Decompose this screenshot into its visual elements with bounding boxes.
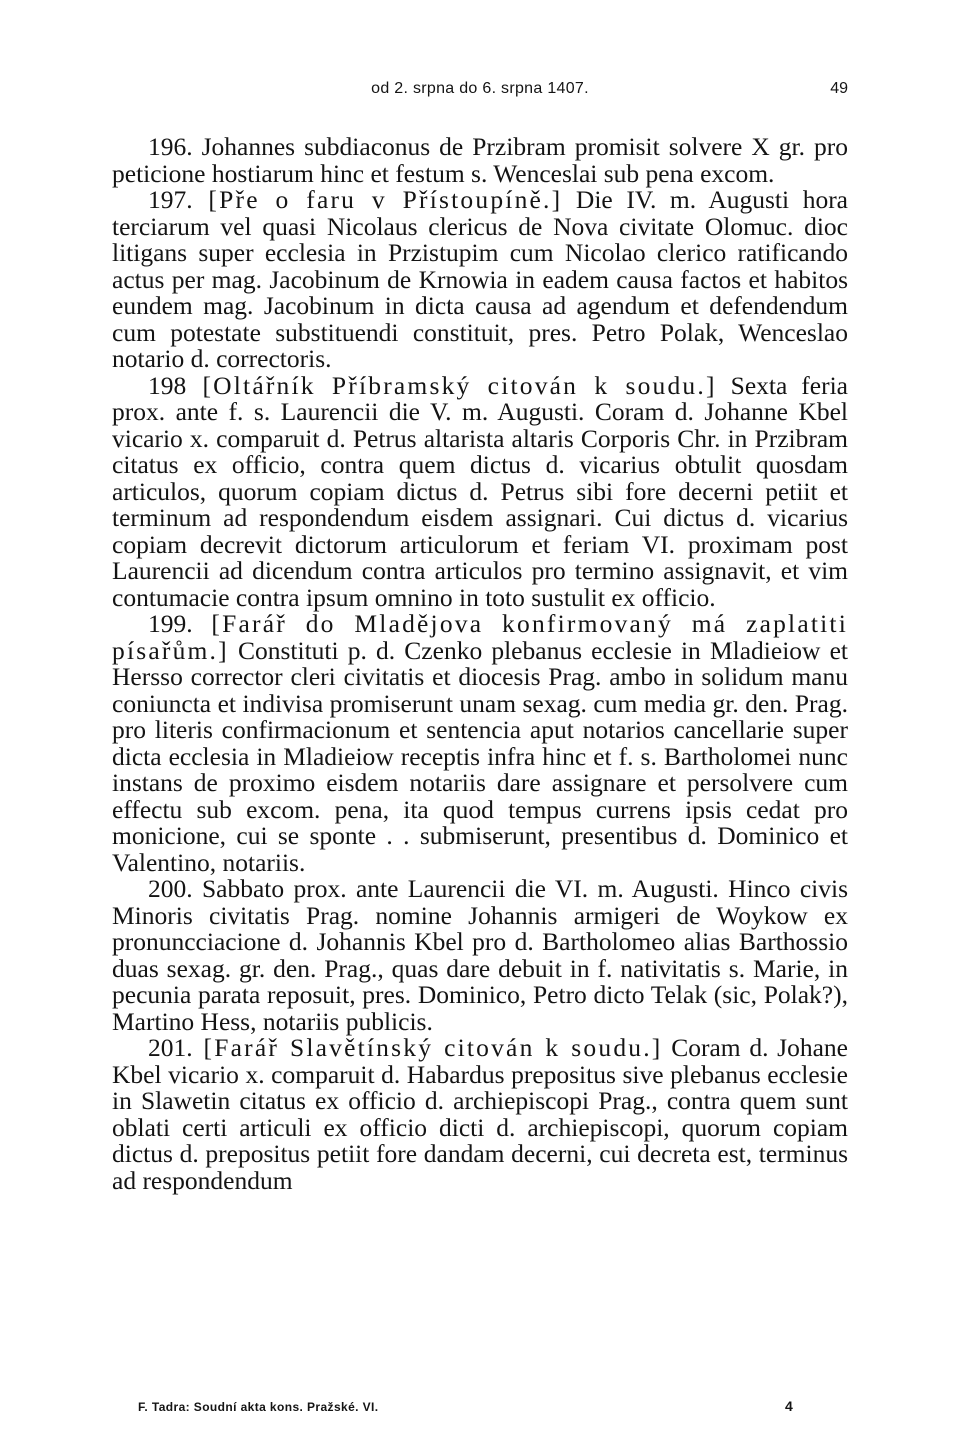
entry-number: 201. [148, 1033, 193, 1062]
page-number: 49 [830, 80, 848, 97]
entry-number: 200. [148, 874, 193, 903]
signature-mark: 4 [785, 1398, 793, 1414]
page-footer [112, 1398, 848, 1420]
entry-heading: [Farář do Mladějova konfirmovaný má zaplatiti písařům.] [112, 609, 848, 665]
entry-text: Sabbato prox. ante Laurencii die VI. m. Augusti. Hinco civis Minoris civitatis Prag. nomine Johannis armigeri de Woykow ex pronuncciacione d. Johannis Kbel pro d. Bartholomeo alias Barthossio duas sexag. gr. den. Prag., quas dare debuit in f. nativitatis s. Marie, in pecunia parata reposuit, pres. Dominico, Petro dicto Telak (sic, Polak?), Martino Hess, notariis publicis. [112, 874, 848, 1036]
entry-number: 199. [148, 609, 193, 638]
entry-number: 198 [148, 370, 187, 400]
footer-reference: F. Tadra: Soudní akta kons. Pražské. VI. [138, 1400, 379, 1414]
entry-heading: [Oltářník Příbramský citován k soudu.] [186, 370, 717, 400]
entry-heading: [Pře o faru v Přístoupíně.] [192, 185, 563, 214]
entry-text: Johannes subdiaconus de Przibram promisit solvere X gr. pro peticione hostiarum hinc et festum s. Wenceslai sub pena excom. [112, 132, 848, 188]
entry-number: 196. [148, 132, 193, 161]
entry-197 [112, 187, 848, 373]
entry-199 [112, 611, 848, 876]
entry-200 [112, 876, 848, 1035]
entry-196 [112, 134, 848, 187]
entry-heading: [Farář Slavětínský citován k soudu.] [192, 1033, 663, 1062]
running-title: od 2. srpna do 6. srpna 1407. [371, 80, 589, 97]
entry-number: 197. [148, 185, 193, 214]
entry-text: Constituti p. d. Czenko plebanus ecclesie in Mladieiow et Hersso corrector cleri civitatis et diocesis Prag. ambo in solidum manu coniuncta et indivisa promiserunt unam sexag. cum media gr. den. Prag. pro literis confirmacionum et sentencia aput notarios cancellarie super dicta ecclesia in Mladieiow receptis infra hinc et f. s. Bartholomei nunc instans de proximo eisdem notariis dare assignare et persolvere cum effectu sub excom. pena, ita quod tempus currens ipsis cedat pro monicione, cui se sponte . . submiserunt, presentibus d. Dominico et Valentino, notariis. [112, 635, 848, 877]
entry-198 [112, 370, 848, 612]
document-body [112, 134, 848, 1194]
entry-text: Die IV. m. Augusti hora terciarum vel quasi Nicolaus clericus de Nova civitate Olomuc. dioc litigans super ecclesia in Przistupim cum Nicolao clerico ratificando actus per mag. Jacobinum de Krnowia in eadem causa factos et habitos eundem mag. Jacobinum in dicta causa ad agendum et defendendum cum potestate substituendi constituit, pres. Petro Polak, Wenceslao notario d. correctoris. [112, 185, 849, 373]
entry-text: Coram d. Johane Kbel vicario x. comparuit d. Habardus prepositus sive plebanus ecclesie in Slawetin citatus ex officio d. archiepiscopi Prag., contra quem sunt oblati certi articuli ex officio dicti d. archiepiscopi, quorum copiam dictus d. prepositus petiit fore dandam decerni, cui decreta est, terminus ad respondendum [112, 1033, 848, 1195]
entry-201 [112, 1035, 848, 1194]
running-header [112, 80, 848, 104]
entry-text: Sexta feria prox. ante f. s. Laurencii die V. m. Augusti. Coram d. Johanne Kbel vicario x. comparuit d. Petrus altarista altaris Corporis Chr. in Przibram citatus ex officio, contra quem dictus d. vicarius obtulit quosdam articulos, quorum copiam dictus d. Petrus sibi fore decerni petiit et terminum ad respondendum eisdem assignari. Cui dictus d. vicarius copiam decrevit dictorum articulorum et feriam VI. proximam post Laurencii ad dicendum contra articulos pro termino assignavit, et vim contumacie contra ipsum omnino in toto sustulit ex officio. [112, 370, 848, 612]
